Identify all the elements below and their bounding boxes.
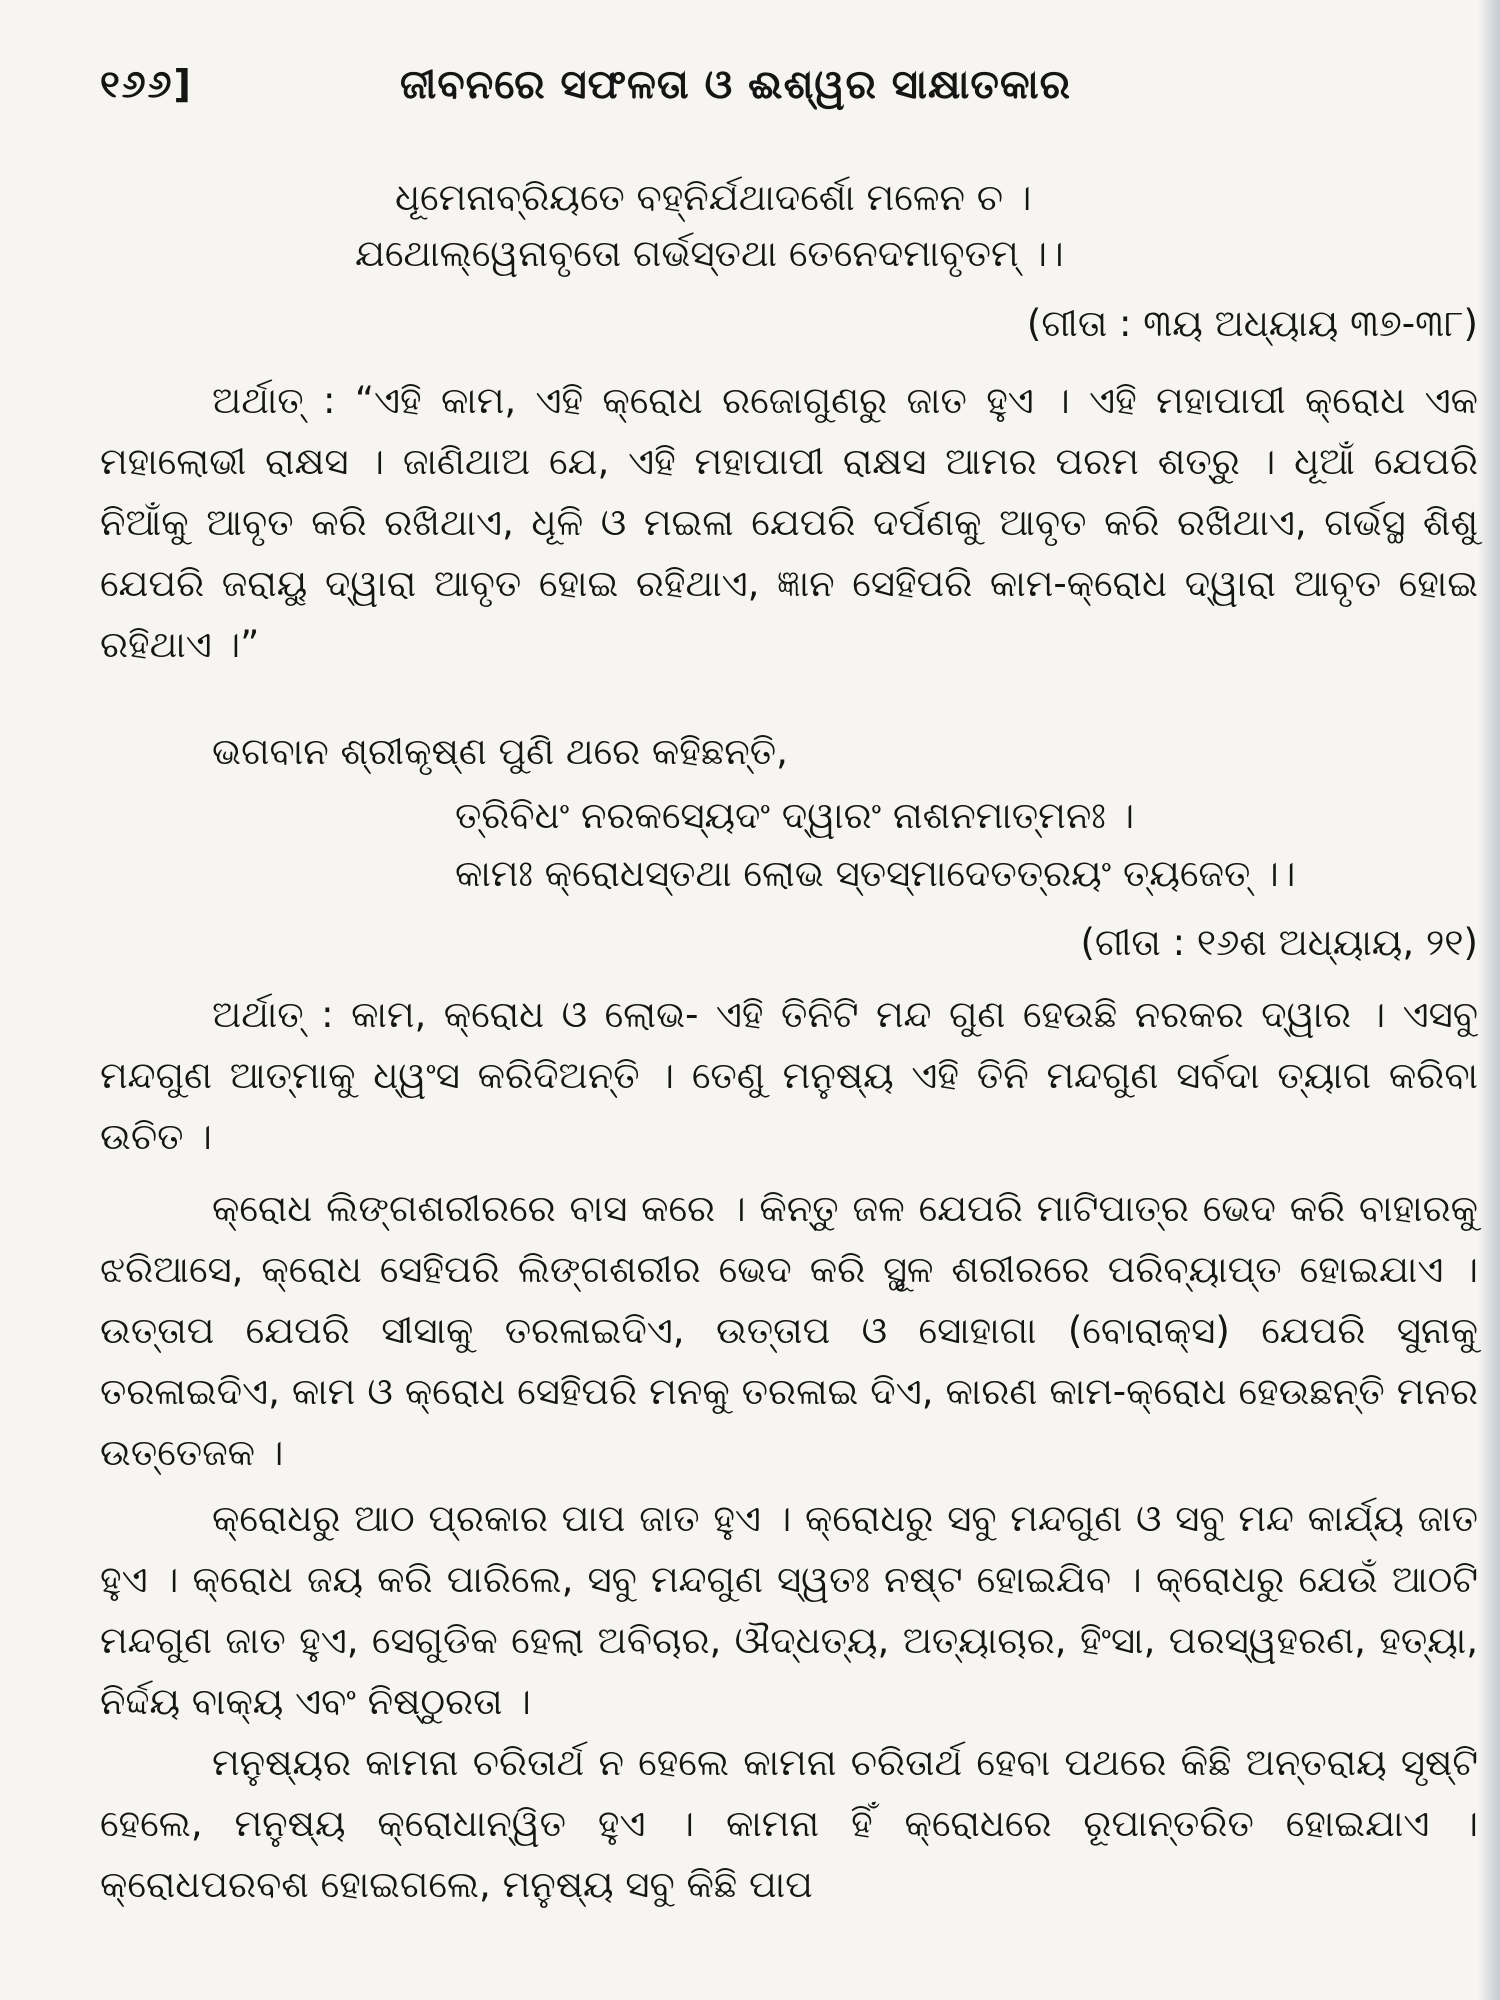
paragraph-3-text: ଅର୍ଥାତ୍ : କାମ, କ୍ରୋଧ ଓ ଲୋଭ- ଏହି ତିନିଟି ମନ୍ଦ ଗୁଣ ହେଉଛି ନରକର ଦ୍ୱାର । ଏସବୁ ମନ୍ଦଗୁଣ ଆତ୍ମାକୁ ଧ୍ୱଂସ କରିଦିଅନ୍ତି । ତେଣୁ ମନୁଷ୍ୟ ଏହି ତିନି ମନ୍ଦଗୁଣ ସର୍ବଦା ତ୍ୟାଗ କରିବା ଉଚିତ ।: [100, 993, 1478, 1158]
paragraph-4-text: କ୍ରୋଧ ଲିଙ୍ଗଶରୀରରେ ବାସ କରେ । କିନ୍ତୁ ଜଳ ଯେପରି ମାଟିପାତ୍ର ଭେଦ କରି ବାହାରକୁ ଝରିଆସେ, କ୍ରୋଧ ସେହିପରି ଲିଙ୍ଗଶରୀର ଭେଦ କରି ସ୍ଥୂଳ ଶରୀରରେ ପରିବ୍ୟାପ୍ତ ହୋଇଯାଏ । ଉତ୍ତାପ ଯେପରି ସୀସାକୁ ତରଳାଇଦିଏ, ଉତ୍ତାପ ଓ ସୋହାଗା (ବୋରାକ୍ସ) ଯେପରି ସୁନାକୁ ତରଳାଇଦିଏ, କାମ ଓ କ୍ରୋଧ ସେହିପରି ମନକୁ ତରଳାଇ ଦିଏ, କାରଣ କାମ-କ୍ରୋଧ ହେଉଛନ୍ତି ମନର ଉତ୍ତେଜକ ।: [100, 1187, 1478, 1474]
paragraph-5-text: କ୍ରୋଧରୁ ଆଠ ପ୍ରକାର ପାପ ଜାତ ହୁଏ । କ୍ରୋଧରୁ ସବୁ ମନ୍ଦଗୁଣ ଓ ସବୁ ମନ୍ଦ କାର୍ଯ୍ୟ ଜାତ ହୁଏ । କ୍ରୋଧ ଜୟ କରି ପାରିଲେ, ସବୁ ମନ୍ଦଗୁଣ ସ୍ୱତଃ ନଷ୍ଟ ହୋଇଯିବ । କ୍ରୋଧରୁ ଯେଉଁ ଆଠଟି ମନ୍ଦଗୁଣ ଜାତ ହୁଏ, ସେଗୁଡିକ ହେଲା ଅବିଚାର, ଔଦ୍ଧତ୍ୟ, ଅତ୍ୟାଚାର, ହିଂସା, ପରସ୍ୱହରଣ, ହତ୍ୟା, ନିର୍ଦ୍ଦୟ ବାକ୍ୟ ଏବଂ ନିଷ୍ଠୁରତା ।: [100, 1497, 1478, 1723]
paragraph-1-text: ଅର୍ଥାତ୍ : “ଏହି କାମ, ଏହି କ୍ରୋଧ ରଜୋଗୁଣରୁ ଜାତ ହୁଏ । ଏହି ମହାପାପୀ କ୍ରୋଧ ଏକ ମହାଲୋଭୀ ରାକ୍ଷସ । ଜାଣିଥାଅ ଯେ, ଏହି ମହାପାପୀ ରାକ୍ଷସ ଆମର ପରମ ଶତ୍ରୁ । ଧୂଆଁ ଯେପରି ନିଆଁକୁ ଆବୃତ କରି ରଖିଥାଏ, ଧୂଳି ଓ ମଇଳା ଯେପରି ଦର୍ପଣକୁ ଆବୃତ କରି ରଖିଥାଏ, ଗର୍ଭସ୍ଥ ଶିଶୁ ଯେପରି ଜରାୟୁ ଦ୍ୱାରା ଆବୃତ ହୋଇ ରହିଥାଏ, ଜ୍ଞାନ ସେହିପରି କାମ-କ୍ରୋଧ ଦ୍ୱାରା ଆବୃତ ହୋଇ ରହିଥାଏ ।”: [100, 379, 1478, 666]
paragraph-3: [100, 984, 1478, 1167]
verse1-reference: (ଗୀତା : ୩ୟ ଅଧ୍ୟାୟ ୩୭-୩୮): [1026, 302, 1478, 345]
page-header: [100, 62, 1460, 122]
paragraph-5: [100, 1488, 1478, 1732]
verse1-line2: ଯଥୋଲ୍ୱେନାବୃତୋ ଗର୍ଭସ୍ତଥା ତେନେଦମାବୃତମ୍ ।।: [355, 232, 1064, 275]
page-edge-shadow: [1478, 0, 1500, 2000]
paragraph-6: [100, 1732, 1478, 1915]
verse1-line1: ଧୂମେନାବ୍ରିୟତେ ବହ୍ନିର୍ଯଥାଦର୍ଶୋ ମଳେନ ଚ ।: [395, 176, 1032, 219]
page-number: ୧୬୬]: [100, 62, 193, 106]
verse2-line1: ତ୍ରିବିଧଂ ନରକସ୍ୟେଦଂ ଦ୍ୱାରଂ ନାଶନମାତ୍ମନଃ ।: [455, 794, 1135, 837]
paragraph-4: [100, 1178, 1478, 1483]
running-title: ଜୀବନରେ ସଫଳତା ଓ ଈଶ୍ୱର ସାକ୍ଷାତକାର: [400, 62, 1071, 108]
paragraph-2: ଭଗବାନ ଶ୍ରୀକୃଷ୍ଣ ପୁଣି ଥରେ କହିଛନ୍ତି,: [212, 730, 788, 773]
verse2-line2: କାମଃ କ୍ରୋଧସ୍ତଥା ଲୋଭ ସ୍ତସ୍ମାଦେତତ୍ରୟଂ ତ୍ୟଜେତ୍ ।।: [455, 852, 1296, 895]
paragraph-1: [100, 370, 1478, 675]
verse2-reference: (ଗୀତା : ୧୬ଶ ଅଧ୍ୟାୟ, ୨୧): [1080, 921, 1478, 964]
paragraph-6-text: ମନୁଷ୍ୟର କାମନା ଚରିତାର୍ଥ ନ ହେଲେ କାମନା ଚରିତାର୍ଥ ହେବା ପଥରେ କିଛି ଅନ୍ତରାୟ ସୃଷ୍ଟି ହେଲେ, ମନୁଷ୍ୟ କ୍ରୋଧାନ୍ୱିତ ହୁଏ । କାମନା ହିଁ କ୍ରୋଧରେ ରୂପାନ୍ତରିତ ହୋଇଯାଏ । କ୍ରୋଧପରବଶ ହୋଇଗଲେ, ମନୁଷ୍ୟ ସବୁ କିଛି ପାପ: [100, 1741, 1478, 1906]
